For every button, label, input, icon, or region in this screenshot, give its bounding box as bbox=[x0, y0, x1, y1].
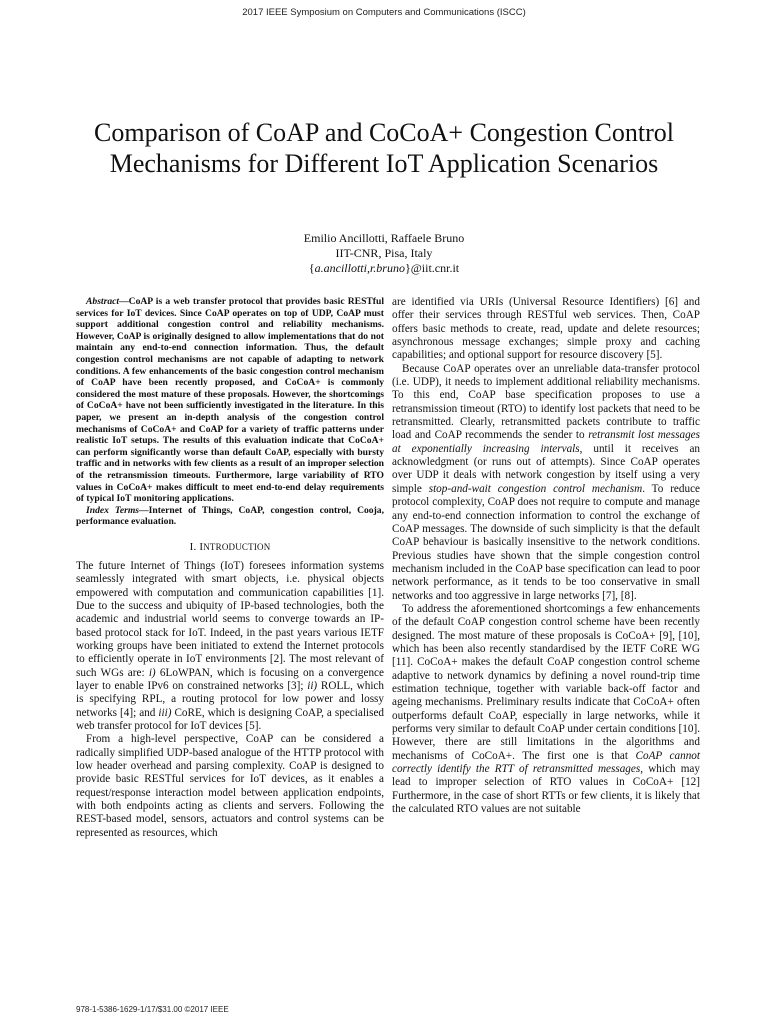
intro-paragraph-1 bbox=[76, 560, 384, 733]
text-span: stop-and-wait congestion control mechanism bbox=[428, 482, 643, 495]
text-span: ROLL, which is specifying RPL, a routing protocol for low power and lossy networks [4]; and bbox=[76, 679, 384, 719]
abstract-text: —CoAP is a web transfer protocol that provides basic RESTful services for IoT devices. Since CoAP operates on top of UDP, CoAP must support additional congestion control and reliability mechanisms. However, CoAP is originally designed to allow implementations that do not maintain any end-to-end connection information. Thus, the default congestion control mechanisms are not capable of adapting to network conditions. A few enhancements of the basic congestion control mechanism of CoAP have been recently proposed, and CoCoA+ is commonly considered the most mature of these proposals. However, the shortcomings of CoCoA+ have not been sufficiently investigated in the literature. In this paper, we present an in-depth analysis of the congestion control mechanisms of CoCoA+ and CoAP for a variety of traffic patterns under realistic IoT setups. The results of this evaluation indicate that CoCoA+ can perform significantly worse than default CoAP, especially with bursty traffic and in networks with few clients as a result of an improper selection of the retransmission timeouts. Furthermore, large variability of RTO values in CoCoA+ makes difficult to meet end-to-end delay requirements of typical IoT monitoring applications. bbox=[76, 296, 384, 505]
text-span: iii) bbox=[158, 706, 172, 719]
index-terms-label: Index Terms bbox=[86, 504, 140, 516]
text-span: CoRE, which is designing CoAP, a specialised web transfer protocol for IoT devices [5]. bbox=[76, 706, 384, 732]
email bbox=[0, 261, 768, 275]
section-heading-introduction bbox=[76, 541, 384, 553]
text-span: . To reduce protocol complexity, CoAP does not require to compute and manage any end-to-end connection information to control the exchange of CoAP messages. The downside of such simplicity is that the default CoAP behaviour is basically insensitive to the network conditions. Previous studies have shown that the simple congestion control mechanism included in the CoAP base specification can lead to poor network performance, as it tends to be too conservative in small networks and too aggressive in large networks [7], [8]. bbox=[392, 482, 700, 602]
authors: Emilio Ancillotti, Raffaele Bruno bbox=[303, 231, 465, 245]
text-span: 6LoWPAN, which is focusing on a convergence layer to enable IPv6 on constrained networks [3]; bbox=[76, 666, 384, 692]
affiliation: IIT-CNR, Pisa, Italy bbox=[335, 246, 433, 260]
section-title-rest: NTRODUCTION bbox=[203, 541, 271, 552]
intro-paragraph-2: From a high-level perspective, CoAP can be considered a radically simplified UDP-based analogue of the HTTP protocol with low header overhead and parsing complexity. CoAP is designed to provide basic RESTful services for IoT devices, as it enables a request/response interaction model between application endpoints, with both endpoints acting as clients and servers. Following the REST-based model, sensors, actuators and control systems can be represented as resources, which bbox=[76, 733, 384, 839]
abstract-label: Abstract bbox=[86, 296, 120, 307]
text-span: retransmit lost messages at exponentially increasing intervals bbox=[392, 429, 700, 455]
abstract bbox=[76, 296, 384, 505]
section-first-letter: I bbox=[199, 540, 204, 553]
text-span: Because CoAP operates over an unreliable data-transfer protocol (i.e. UDP), it needs to implement additional reliability mechanisms. To this end, CoAP base specification proposes to use a retransmission timeout (RTO) to identify lost packets that need to be retransmitted. Clearly, retransmitted packets contribute to traffic load and CoAP recommends the sender to bbox=[392, 362, 700, 442]
copyright-footer: 978-1-5386-1629-1/17/$31.00 ©2017 IEEE bbox=[76, 1005, 229, 1014]
text-span: To address the aforementioned shortcomings a few enhancements of the default CoAP congestion control scheme have been recently designed. The most mature of these proposals is CoCoA+ [9], [10], which has been also recently standardised by the IETF CoRE WG [11]. CoCoA+ makes the default CoAP congestion control scheme adaptive to network dynamics by defining a novel round-trip time estimation technique, together with variable back-off factor and ageing mechanisms. Preliminary results indicate that CoCoA+ often outperforms default CoAP, especially in large networks, while it performs very similar to default CoAP under certain conditions [10]. However, there are still limitations in the algorithms and mechanisms of CoCoA+. The first one is that bbox=[392, 602, 700, 762]
text-span: The future Internet of Things (IoT) foresees information systems seamlessly integrated with smart objects, i.e. physical objects empowered with computation and communication capabilities [1]. Due to the success and ubiquity of IP-based technologies, both the academic and industrial world seems to converge towards an IP-based protocol stack for IoT. Indeed, in the past years various IETF working groups have been initiated to extend the Internet protocols to efficiently operate in IoT environments [2]. The most relevant of such WGs are: bbox=[76, 559, 384, 679]
text-span: , which may lead to improper selection of RTO values in CoCoA+ [12] Furthermore, in the case of short RTTs or few clients, it is likely that the calculated RTO values are not suitable bbox=[392, 763, 700, 816]
email-names: a.ancillotti,r.bruno bbox=[314, 261, 405, 275]
text-span: CoAP cannot correctly identify the RTT of retransmitted messages bbox=[392, 749, 700, 776]
right-column bbox=[392, 296, 700, 816]
right-paragraph-3 bbox=[392, 603, 700, 817]
index-terms-text: —Internet of Things, CoAP, congestion control, Cooja, performance evaluation. bbox=[76, 504, 384, 528]
right-paragraph-2 bbox=[392, 363, 700, 603]
section-number: I. bbox=[189, 540, 200, 553]
email-open: { bbox=[308, 261, 315, 275]
left-column bbox=[76, 296, 384, 840]
email-domain: }@iit.cnr.it bbox=[404, 261, 460, 275]
conference-header: 2017 IEEE Symposium on Computers and Communications (ISCC) bbox=[242, 7, 526, 18]
right-paragraph-1: are identified via URIs (Universal Resource Identifiers) [6] and offer their services through RESTful web services. Then, CoAP offers basic methods to create, read, update and delete resources; asynchronous message exchanges; simple proxy and caching capabilities; and optional support for resource discovery [5]. bbox=[392, 296, 700, 362]
text-span: i) bbox=[148, 666, 156, 679]
paper-title: Comparison of CoAP and CoCoA+ Congestion Control Mechanisms for Different IoT Application Scenarios bbox=[94, 118, 674, 178]
index-terms bbox=[76, 505, 384, 528]
text-span: ii) bbox=[307, 679, 318, 692]
text-span: , until it receives an acknowledgment (or runs out of attempts). Since CoAP operates over UDP it deals with network congestion by itself using a very simple bbox=[392, 442, 701, 495]
